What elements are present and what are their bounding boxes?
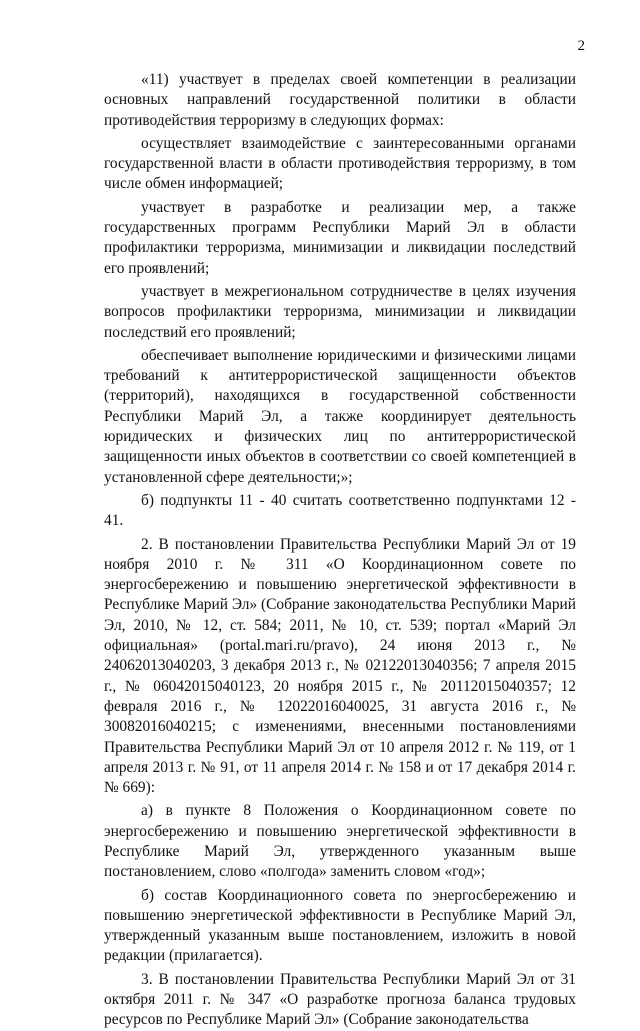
paragraph-section-2: 2. В постановлении Правительства Республики Марий Эл от 19 ноября 2010 г. № 311 «О Координационном совете по энергосбережению и повышению энергетической эффективности в Республике Марий Эл» (Собрание законодательства Республики Марий Эл, 2010, № 12, ст. 584; 2011, № 10, ст. 539; портал «Марий Эл официальная» (portal.mari.ru/pravo), 24 июня 2013 г., № 24062013040203, 3 декабря 2013 г., № 02122013040356; 7 апреля 2015 г., № 06042015040123, 20 ноября 2015 г., № 20112015040357; 12 февраля 2016 г., № 12022016040025, 31 августа 2016 г., № 30082016040215; с изменениями, внесенными постановлениями Правительства Республики Марий Эл от 10 апреля 2012 г. № 119, от 1 апреля 2013 г. № 91, от 11 апреля 2014 г. № 158 и от 17 декабря 2014 г. № 669): <box>104 535 576 797</box>
paragraph-programs: участвует в разработке и реализации мер, а также государственных программ Республики Марий Эл в области профилактики терроризма, минимизации и ликвидации последствий его проявлений; <box>104 198 576 277</box>
page-number: 2 <box>577 38 585 54</box>
paragraph-2b: б) состав Координационного совета по энергосбережению и повышению энергетической эффективности в Республике Марий Эл, утвержденный указанным выше постановлением, изложить в новой редакции (прилагается). <box>104 886 576 965</box>
document-body <box>104 70 576 1031</box>
paragraph-interregional: участвует в межрегиональном сотрудничестве в целях изучения вопросов профилактики терроризма, минимизации и ликвидации последствий его проявлений; <box>104 282 576 341</box>
paragraph-11-intro: «11) участвует в пределах своей компетенции в реализации основных направлений государственной политики в области противодействия терроризму в следующих формах: <box>104 71 576 129</box>
paragraph-protection: обеспечивает выполнение юридическими и физическими лицами требований к антитеррористической защищенности объектов (территорий), находящихся в государственной собственности Республики Марий Эл, а также координирует деятельность юридических и физических лиц по антитеррористической защищенности иных объектов в соответствии со своей компетенцией в установленной сфере деятельности;»; <box>104 346 576 486</box>
paragraph-subitems-renumber: б) подпункты 11 - 40 считать соответственно подпунктами 12 - 41. <box>104 491 576 530</box>
paragraph-interaction: осуществляет взаимодействие с заинтересованными органами государственной власти в области противодействия терроризму, в том числе обмен информацией; <box>104 134 576 193</box>
paragraph-section-3: 3. В постановлении Правительства Республики Марий Эл от 31 октября 2011 г. № 347 «О разработке прогноза баланса трудовых ресурсов по Республике Марий Эл» (Собрание законодательства <box>104 970 576 1029</box>
paragraph-2a: а) в пункте 8 Положения о Координационном совете по энергосбережению и повышению энергетической эффективности в Республике Марий Эл, утвержденного указанным выше постановлением, слово «полгода» заменить словом «год»; <box>104 802 576 881</box>
